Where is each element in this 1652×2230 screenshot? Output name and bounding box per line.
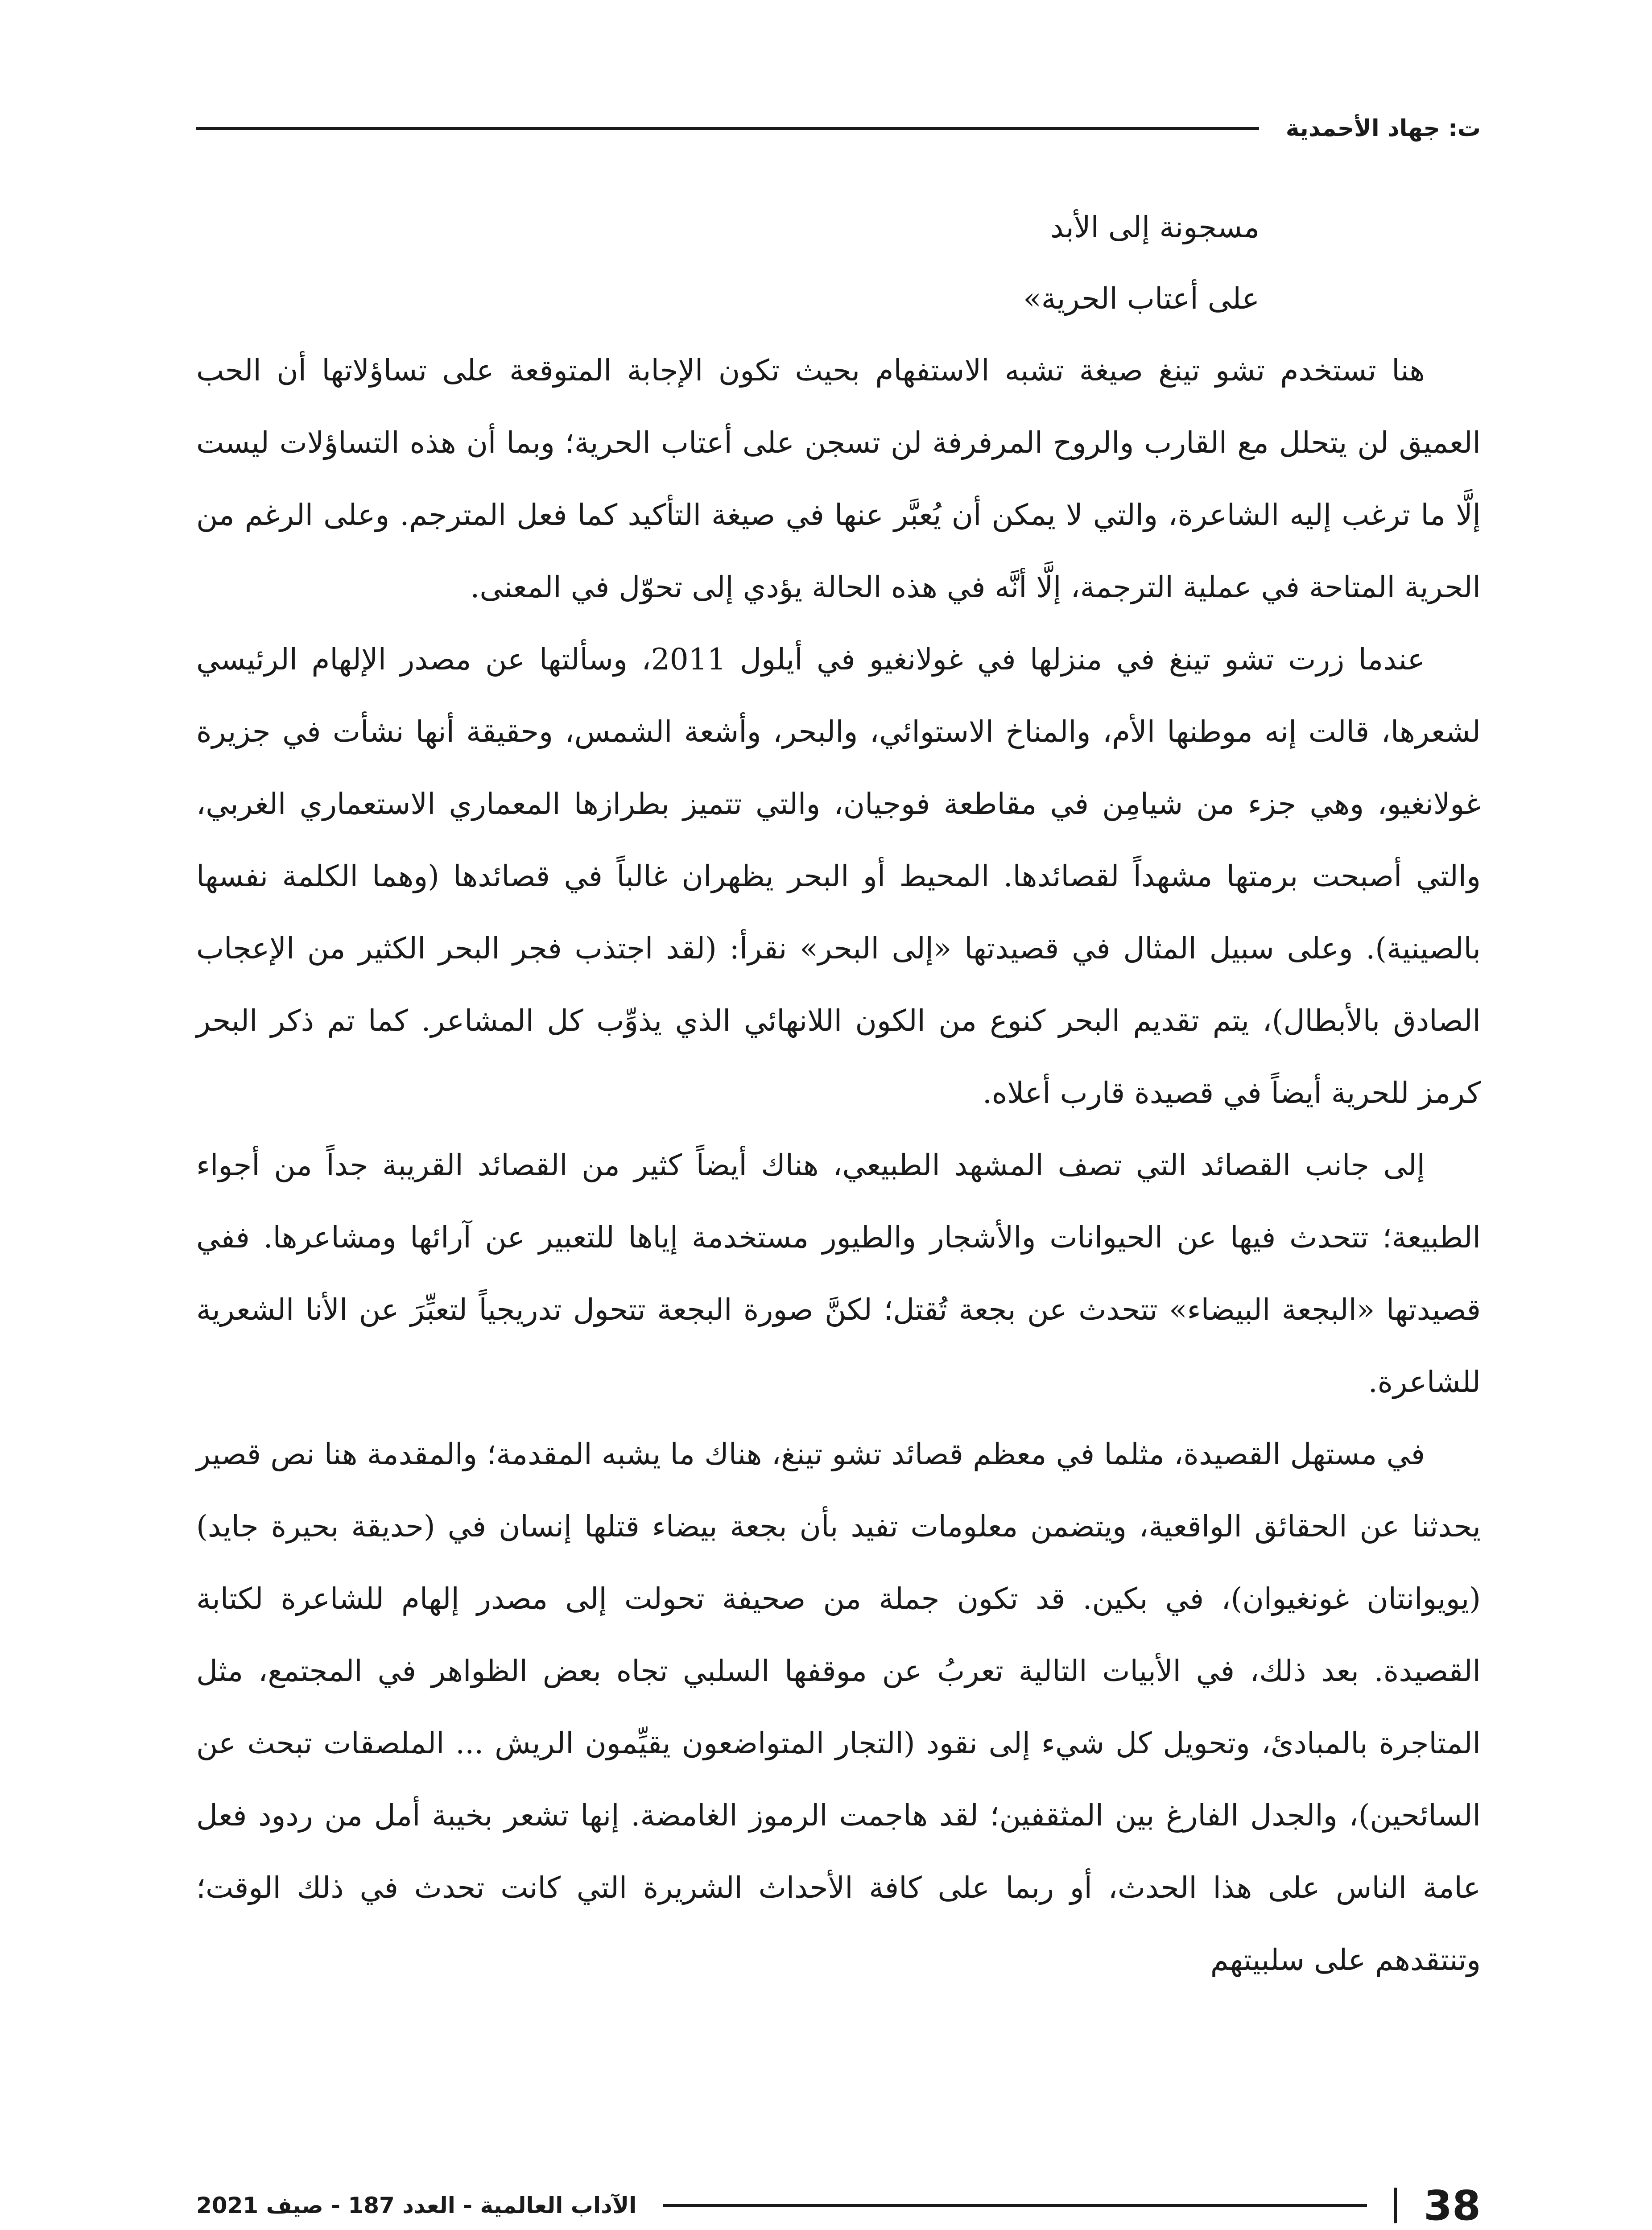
page-footer [196,2176,1481,2230]
footer-rule [663,2204,1367,2207]
running-header [196,102,1481,155]
paragraph: في مستهل القصيدة، مثلما في معظم قصائد تشو تينغ، هناك ما يشبه المقدمة؛ والمقدمة هنا نص قصير يحدثنا عن الحقائق الواقعية، ويتضمن معلومات تفيد بأن بجعة بيضاء قتلها إنسان في (حديقة بحيرة جايد) (يويوانتان غونغيوان)، في بكين. قد تكون جملة من صحيفة تحولت إلى مصدر إلهام للشاعرة لكتابة القصيدة. بعد ذلك، في الأبيات التالية تعربُ عن موقفها السلبي تجاه بعض الظواهر في المجتمع، مثل المتاجرة بالمبادئ، وتحويل كل شيء إلى نقود (التجار المتواضعون يقيِّمون الريش ... الملصقات تبحث عن السائحين)، والجدل الفارغ بين المثقفين؛ لقد هاجمت الرموز الغامضة. إنها تشعر بخيبة أمل من ردود فعل عامة الناس على هذا الحدث، أو ربما على كافة الأحداث الشريرة التي كانت تحدث في ذلك الوقت؛ وتنتقدهم على سلبيتهم [196,1437,1481,1977]
header-rule [196,127,1259,130]
paragraph: عندما زرت تشو تينغ في منزلها في غولانغيو في أيلول 2011، وسألتها عن مصدر الإلهام الرئيسي لشعرها، قالت إنه موطنها الأم، والمناخ الاستوائي، والبحر، وأشعة الشمس، وحقيقة أنها نشأت في جزيرة غولانغيو، وهي جزء من شيامِن في مقاطعة فوجيان، والتي تتميز بطرازها المعماري الاستعماري الغربي، والتي أصبحت برمتها مشهداً لقصائدها. المحيط أو البحر يظهران غالباً في قصائدها (وهما الكلمة نفسها بالصينية). وعلى سبيل المثال في قصيدتها «إلى البحر» نقرأ: (لقد اجتذب فجر البحر الكثير من الإعجاب الصادق بالأبطال)، يتم تقديم البحر كنوع من الكون اللانهائي الذي يذوِّب كل المشاعر. كما تم ذكر البحر كرمز للحرية أيضاً في قصيدة قارب أعلاه. [196,642,1481,1110]
journal-issue: الآداب العالمية - العدد 187 - صيف 2021 [196,2193,637,2218]
article-body [196,334,1481,1996]
paragraph: إلى جانب القصائد التي تصف المشهد الطبيعي، هناك أيضاً كثير من القصائد القريبة جداً من أجواء الطبيعة؛ تتحدث فيها عن الحيوانات والأشجار والطيور مستخدمة إياها للتعبير عن آرائها ومشاعرها. ففي قصيدتها «البجعة البيضاء» تتحدث عن بجعة تُقتل؛ لكنَّ صورة البجعة تتحول تدريجياً لتعبِّرَ عن الأنا الشعرية للشاعرة. [196,1148,1481,1399]
poem-excerpt [680,192,1260,334]
poem-line: على أعتاب الحرية» [1023,281,1260,316]
poem-line: مسجونة إلى الأبد [1050,210,1260,244]
paragraph: هنا تستخدم تشو تينغ صيغة تشبه الاستفهام بحيث تكون الإجابة المتوقعة على تساؤلاتها أن الحب العميق لن يتحلل مع القارب والروح المرفرفة لن تسجن على أعتاب الحرية؛ وبما أن هذه التساؤلات ليست إلَّا ما ترغب إليه الشاعرة، والتي لا يمكن أن يُعبَّر عنها في صيغة التأكيد كما فعل المترجم. وعلى الرغم من الحرية المتاحة في عملية الترجمة، إلَّا أنَّه في هذه الحالة يؤدي إلى تحوّل في المعنى. [196,353,1481,604]
header-author: ت: جهاد الأحمدية [1285,115,1481,142]
footer-separator [1394,2188,1397,2223]
page-number: 38 [1423,2181,1481,2230]
